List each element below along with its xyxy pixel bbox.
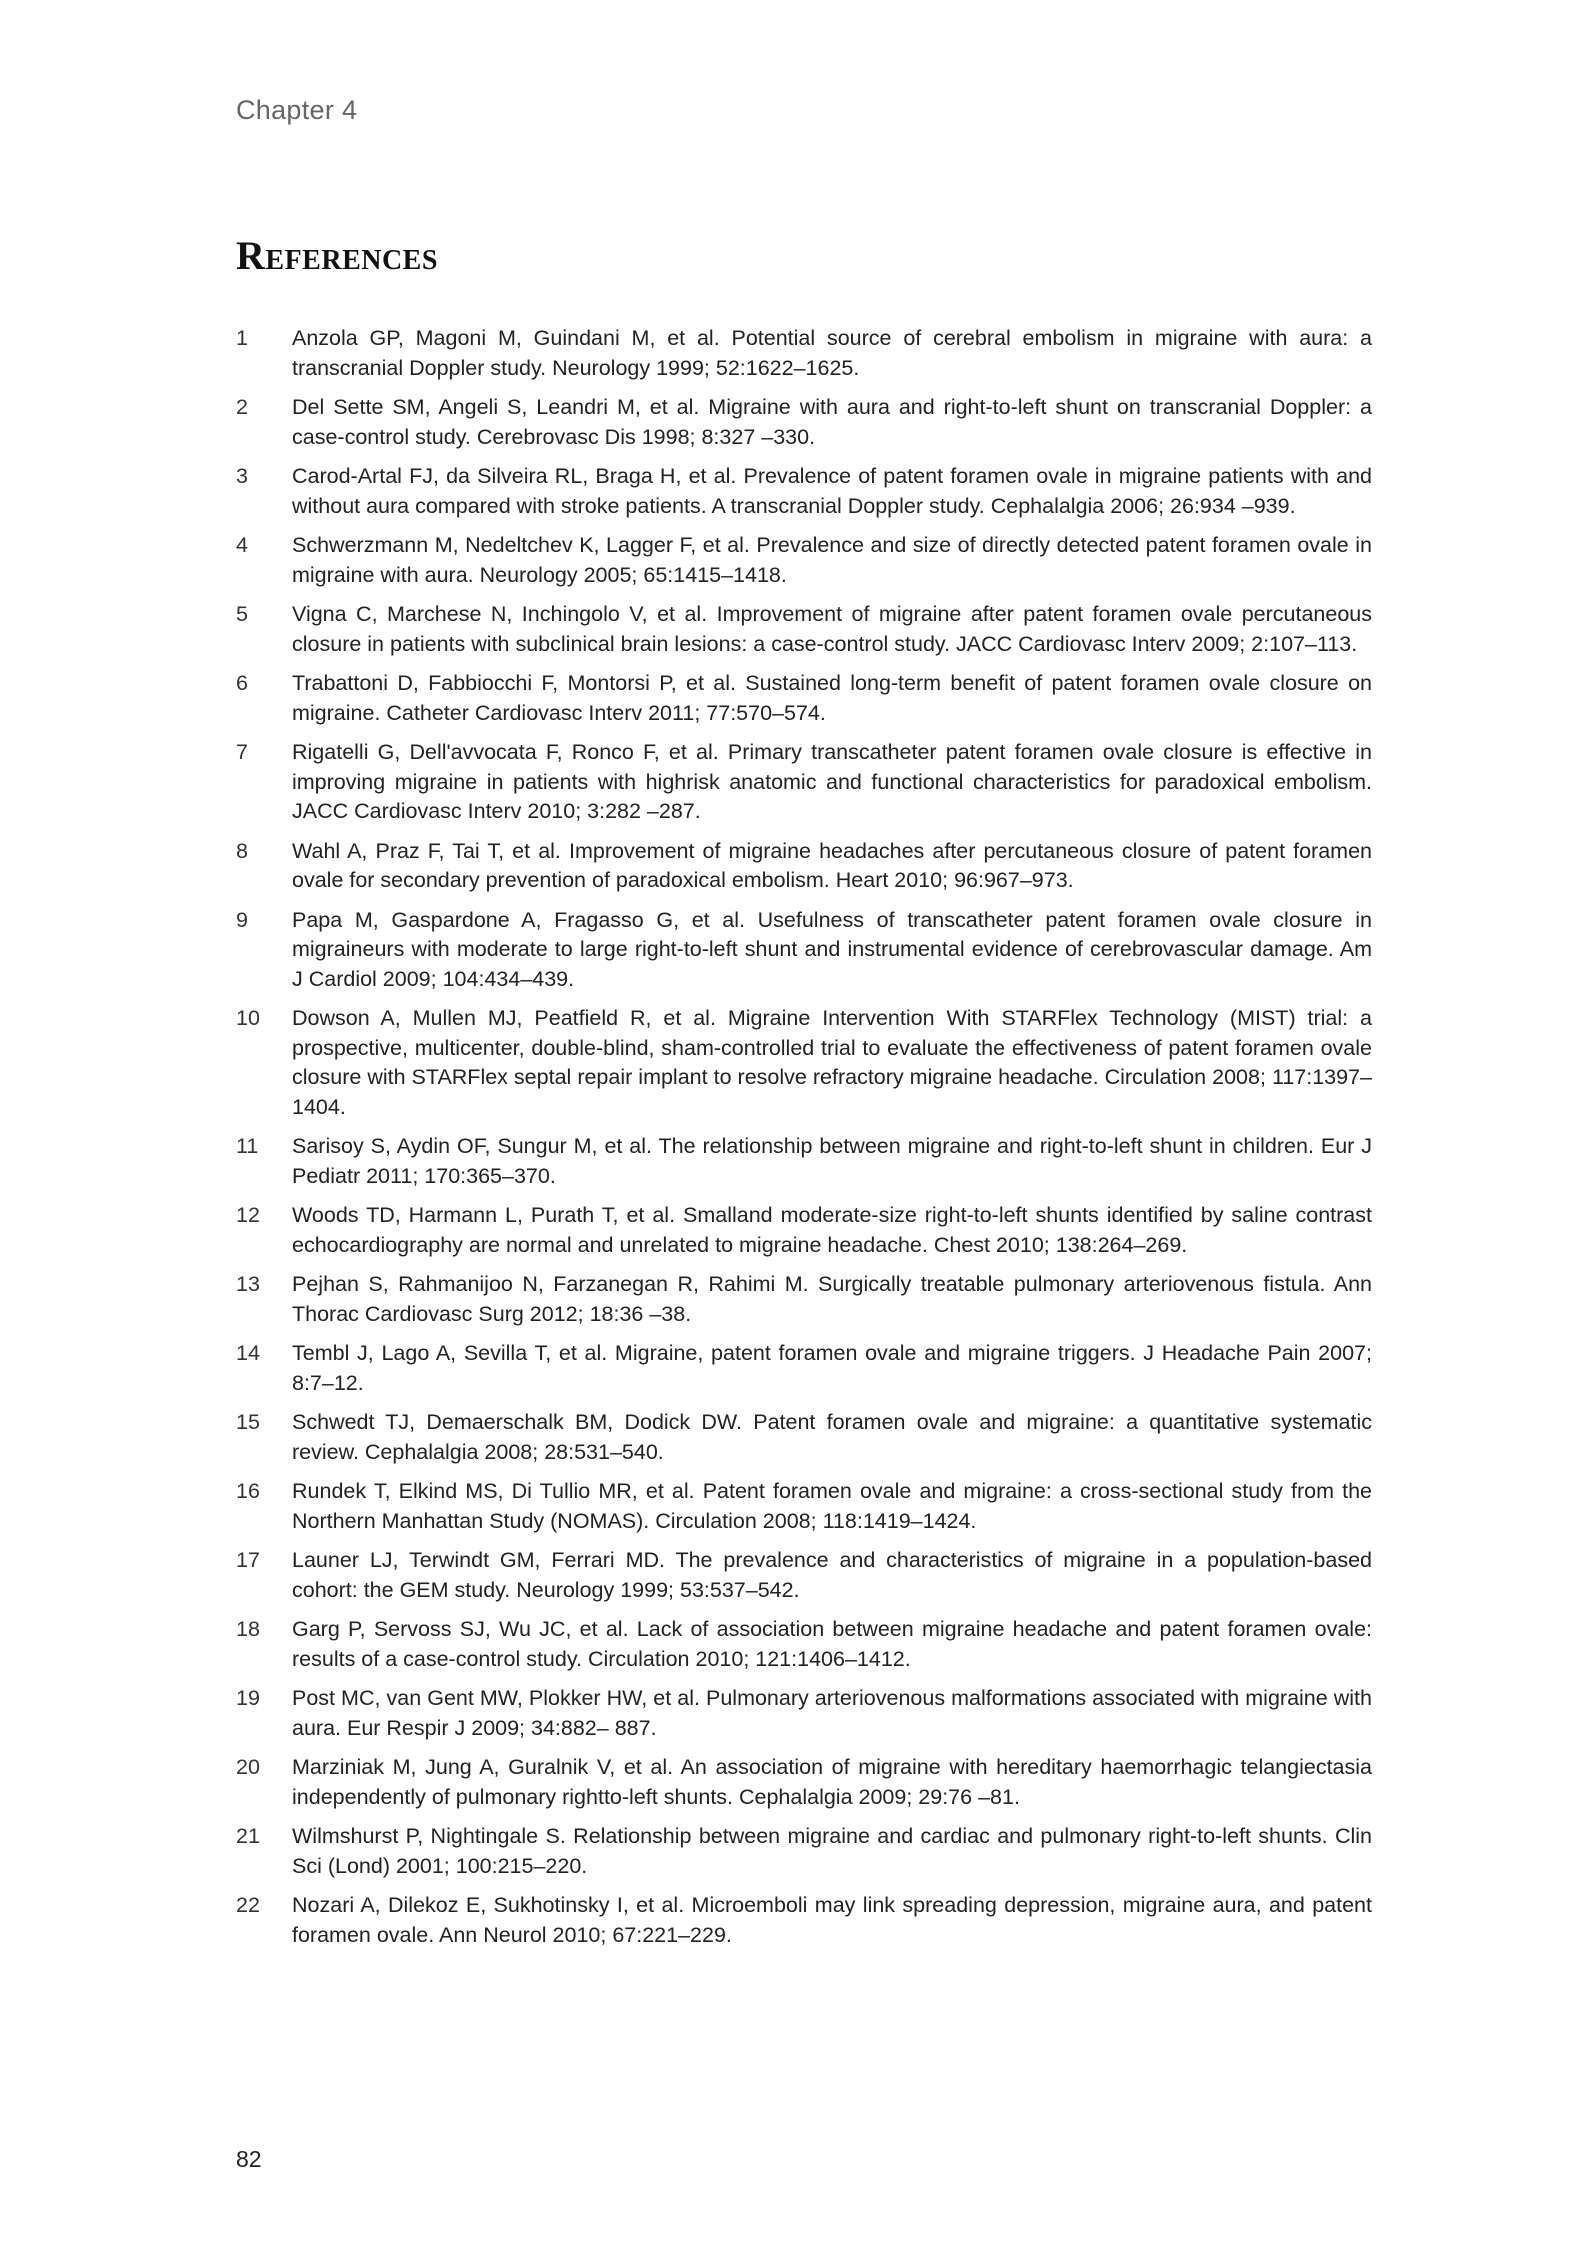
reference-item (236, 669, 1372, 728)
reference-number: 17 (236, 1548, 260, 1572)
reference-text: Wahl A, Praz F, Tai T, et al. Improvement of migraine headaches after percutaneous closure of patent foramen ovale for secondary prevention of paradoxical embolism. Heart 2010; 96:967–973. (292, 838, 1372, 892)
reference-number: 19 (236, 1686, 260, 1710)
reference-text: Rigatelli G, Dell'avvocata F, Ronco F, et al. Primary transcatheter patent foramen ovale closure is effective in improving migraine in patients with highrisk anatomic and functional characteristics for paradoxical embolism. JACC Cardiovasc Interv 2010; 3:282 –287. (292, 740, 1372, 823)
reference-item (236, 837, 1372, 896)
reference-number: 7 (236, 740, 248, 764)
reference-number: 1 (236, 326, 248, 350)
reference-item (236, 1339, 1372, 1398)
reference-text: Nozari A, Dilekoz E, Sukhotinsky I, et al. Microemboli may link spreading depression, migraine aura, and patent foramen ovale. Ann Neurol 2010; 67:221–229. (292, 1893, 1372, 1947)
reference-item (236, 1270, 1372, 1329)
reference-number: 10 (236, 1006, 260, 1030)
reference-item (236, 1615, 1372, 1674)
reference-number: 2 (236, 395, 248, 419)
reference-number: 9 (236, 907, 248, 932)
reference-text: Del Sette SM, Angeli S, Leandri M, et al. Migraine with aura and right-to-left shunt on transcranial Doppler: a case-control study. Cerebrovasc Dis 1998; 8:327 –330. (292, 395, 1372, 449)
reference-item (236, 1891, 1372, 1950)
reference-item (236, 600, 1372, 659)
reference-item (236, 1753, 1372, 1812)
reference-item (236, 462, 1372, 521)
page-number: 82 (236, 2146, 262, 2172)
reference-number: 11 (236, 1134, 259, 1158)
reference-number: 13 (236, 1272, 260, 1296)
reference-number: 4 (236, 533, 248, 557)
reference-text: Sarisoy S, Aydin OF, Sungur M, et al. The relationship between migraine and right-to-left shunt in children. Eur J Pediatr 2011; 170:365–370. (292, 1134, 1372, 1188)
reference-text: Schwerzmann M, Nedeltchev K, Lagger F, et al. Prevalence and size of directly detected patent foramen ovale in migraine with aura. Neurology 2005; 65:1415–1418. (292, 533, 1372, 587)
reference-item (236, 1684, 1372, 1743)
reference-number: 6 (236, 671, 248, 695)
reference-number: 20 (236, 1755, 260, 1779)
reference-number: 8 (236, 838, 248, 863)
reference-item (236, 531, 1372, 590)
reference-item (236, 1546, 1372, 1605)
reference-number: 5 (236, 602, 248, 626)
reference-text: Schwedt TJ, Demaerschalk BM, Dodick DW. Patent foramen ovale and migraine: a quantitative systematic review. Cephalalgia 2008; 28:531–540. (292, 1410, 1372, 1464)
reference-text: Woods TD, Harmann L, Purath T, et al. Smalland moderate-size right-to-left shunts identified by saline contrast echocardiography are normal and unrelated to migraine headache. Chest 2010; 138:264–269. (292, 1203, 1372, 1257)
reference-text: Anzola GP, Magoni M, Guindani M, et al. Potential source of cerebral embolism in migraine with aura: a transcranial Doppler study. Neurology 1999; 52:1622–1625. (292, 326, 1372, 380)
reference-text: Vigna C, Marchese N, Inchingolo V, et al. Improvement of migraine after patent foramen ovale percutaneous closure in patients with subclinical brain lesions: a case-control study. JACC Cardiovasc Interv 2009; 2:107–113. (292, 602, 1372, 656)
running-head: Chapter 4 (236, 95, 358, 125)
reference-item (236, 738, 1372, 827)
reference-number: 18 (236, 1617, 260, 1641)
reference-text: Dowson A, Mullen MJ, Peatfield R, et al. Migraine Intervention With STARFlex Technology (MIST) trial: a prospective, multicenter, double-blind, sham-controlled trial to evaluate the effectiveness of patent foramen ovale closure with STARFlex septal repair implant to resolve refractory migraine headache. Circulation 2008; 117:1397–1404. (292, 1006, 1372, 1119)
reference-item (236, 1132, 1372, 1191)
reference-text: Post MC, van Gent MW, Plokker HW, et al. Pulmonary arteriovenous malformations associated with migraine with aura. Eur Respir J 2009; 34:882– 887. (292, 1686, 1372, 1740)
reference-text: Garg P, Servoss SJ, Wu JC, et al. Lack of association between migraine headache and patent foramen ovale: results of a case-control study. Circulation 2010; 121:1406–1412. (292, 1617, 1372, 1671)
reference-number: 12 (236, 1203, 260, 1227)
reference-text: Papa M, Gaspardone A, Fragasso G, et al. Usefulness of transcatheter patent foramen ovale closure in migraineurs with moderate to large right-to-left shunt and instrumental evidence of cerebrovascular damage. Am J Cardiol 2009; 104:434–439. (292, 907, 1372, 991)
reference-number: 22 (236, 1893, 260, 1917)
reference-item (236, 393, 1372, 452)
reference-item (236, 1201, 1372, 1260)
reference-item (236, 1004, 1372, 1122)
reference-item (236, 1477, 1372, 1536)
reference-number: 15 (236, 1410, 260, 1434)
reference-number: 16 (236, 1479, 260, 1503)
section-title: References (236, 233, 438, 278)
reference-item (236, 1822, 1372, 1881)
reference-number: 3 (236, 464, 248, 488)
reference-text: Launer LJ, Terwindt GM, Ferrari MD. The prevalence and characteristics of migraine in a population-based cohort: the GEM study. Neurology 1999; 53:537–542. (292, 1548, 1372, 1602)
reference-item (236, 324, 1372, 383)
reference-text: Trabattoni D, Fabbiocchi F, Montorsi P, et al. Sustained long-term benefit of patent foramen ovale closure on migraine. Catheter Cardiovasc Interv 2011; 77:570–574. (292, 671, 1372, 725)
reference-text: Rundek T, Elkind MS, Di Tullio MR, et al. Patent foramen ovale and migraine: a cross-sectional study from the Northern Manhattan Study (NOMAS). Circulation 2008; 118:1419–1424. (292, 1479, 1372, 1533)
reference-text: Marziniak M, Jung A, Guralnik V, et al. An association of migraine with hereditary haemorrhagic telangiectasia independently of pulmonary rightto-left shunts. Cephalalgia 2009; 29:76 –81. (292, 1755, 1372, 1809)
reference-text: Wilmshurst P, Nightingale S. Relationship between migraine and cardiac and pulmonary right-to-left shunts. Clin Sci (Lond) 2001; 100:215–220. (292, 1824, 1372, 1878)
reference-item (236, 1408, 1372, 1467)
reference-number: 21 (236, 1824, 260, 1848)
reference-text: Carod-Artal FJ, da Silveira RL, Braga H, et al. Prevalence of patent foramen ovale in migraine patients with and without aura compared with stroke patients. A transcranial Doppler study. Cephalalgia 2006; 26:934 –939. (292, 464, 1372, 518)
reference-list (236, 324, 1372, 1960)
reference-number: 14 (236, 1341, 260, 1365)
reference-text: Tembl J, Lago A, Sevilla T, et al. Migraine, patent foramen ovale and migraine triggers. J Headache Pain 2007; 8:7–12. (292, 1341, 1372, 1395)
reference-item (236, 906, 1372, 995)
reference-text: Pejhan S, Rahmanijoo N, Farzanegan R, Rahimi M. Surgically treatable pulmonary arteriovenous fistula. Ann Thorac Cardiovasc Surg 2012; 18:36 –38. (292, 1272, 1372, 1326)
